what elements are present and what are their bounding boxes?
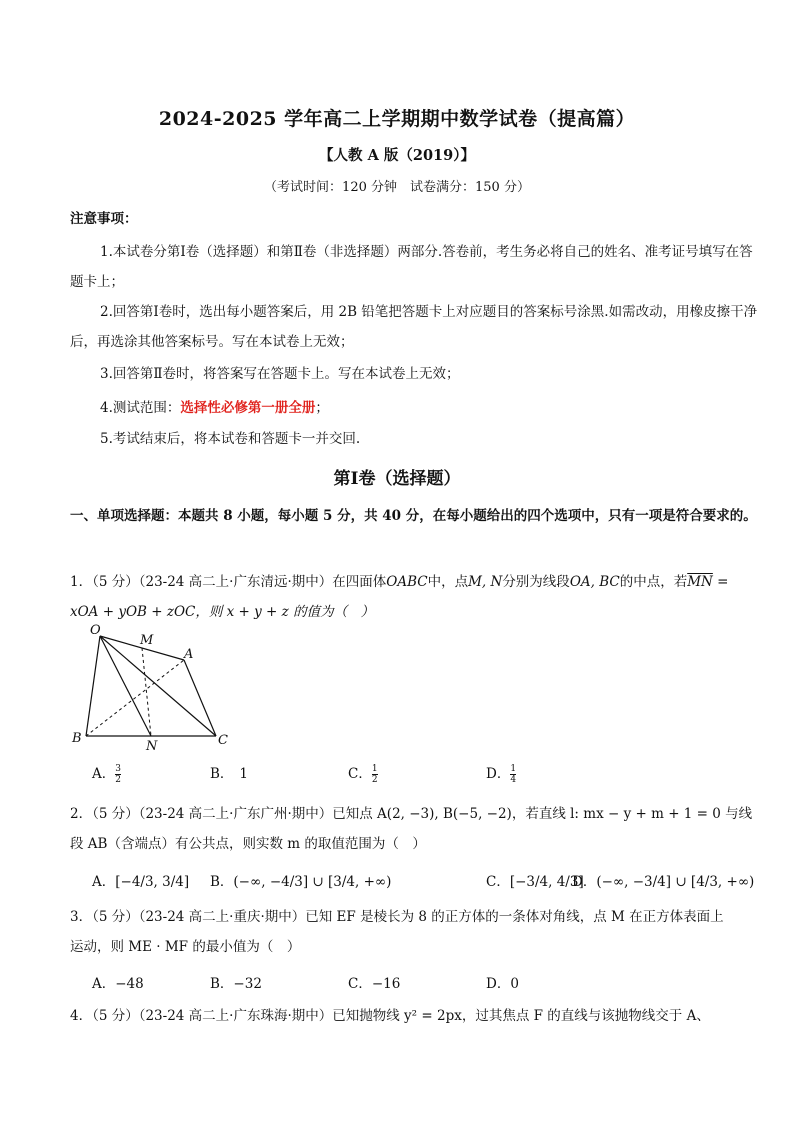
question-3: 3．（5 分）（23-24 高二上·重庆·期中）已知 EF 是棱长为 8 的正方体的一条体对角线，点 M 在正方体表面上 运动，则 ME · MF 的最小值为（ ）	[70, 909, 724, 955]
label-O: O	[90, 623, 101, 638]
notice-item-2: 2.回答第Ⅰ卷时，选出每小题答案后，用 2B 铅笔把答题卡上对应题目的答案标号涂黑.如需改动，用橡皮擦干净后，再选涂其他答案标号。写在本试卷上无效；	[70, 304, 758, 350]
label-M: M	[140, 633, 154, 648]
test-scope: 选择性必修第一册全册	[180, 400, 316, 416]
notice-item-4: 4.测试范围：选择性必修第一册全册；	[100, 400, 329, 416]
tetrahedron-figure	[70, 622, 240, 756]
label-B: B	[72, 731, 82, 746]
notice-item-1: 1.本试卷分第Ⅰ卷（选择题）和第Ⅱ卷（非选择题）两部分.答卷前，考生务必将自己的姓名、准考证号填写在答题卡上；	[70, 244, 753, 290]
label-N: N	[146, 739, 158, 752]
question-1: 1．（5 分）（23-24 高二上·广东清远·期中）在四面体OABC中，点M, N分别为线段OA, BC的中点，若$\overline{MN}$ = xOA + yOB + zOC，则 x + y + z 的值为（ ）	[70, 574, 729, 620]
q2-option-c[interactable]: C．[−3/4, 4/3]	[486, 874, 584, 890]
part-heading: 一、单项选择题：本题共 8 小题，每小题 5 分，共 40 分，在每小题给出的四个选项中，只有一项是符合要求的。	[70, 508, 757, 524]
q1-option-a[interactable]: A． $\frac{3}{2}$	[92, 764, 121, 785]
q1-option-d[interactable]: D． $\frac{1}{4}$	[486, 764, 517, 785]
label-A: A	[184, 647, 194, 662]
q2-option-a[interactable]: A．[−4/3, 3/4]	[92, 874, 190, 890]
q2-option-d[interactable]: D．(−∞, −3/4] ∪ [4/3, +∞)	[572, 874, 755, 890]
q2-option-b[interactable]: B．(−∞, −4/3] ∪ [3/4, +∞)	[210, 874, 392, 890]
label-C: C	[218, 733, 228, 748]
edition-label: 【人教 A 版（2019）】	[319, 147, 475, 164]
exam-time-info: （考试时间：120 分钟 试卷满分：150 分）	[264, 180, 530, 195]
q3-option-c[interactable]: C．−16	[348, 976, 401, 992]
notice-heading: 注意事项：	[70, 211, 138, 227]
notice-item-3: 3.回答第Ⅱ卷时，将答案写在答题卡上。写在本试卷上无效；	[100, 366, 460, 382]
q3-option-b[interactable]: B．−32	[210, 976, 262, 992]
question-4: 4．（5 分）（23-24 高二上·广东珠海·期中）已知抛物线 y² = 2px，过其焦点 F 的直线与该抛物线交于 A、	[70, 1008, 710, 1024]
q3-option-a[interactable]: A．−48	[92, 976, 144, 992]
q3-option-d[interactable]: D．0	[486, 976, 519, 992]
question-2: 2．（5 分）（23-24 高二上·广东广州·期中）已知点 A(2, −3), B(−5, −2)，若直线 l: mx − y + m + 1 = 0 与线 段 AB（含端点）有公共点，则实数 m 的取值范围为（ ）	[70, 806, 753, 852]
q1-option-b[interactable]: B． 1	[210, 766, 249, 782]
exam-title: 2024-2025 学年高二上学期期中数学试卷（提高篇）	[158, 108, 636, 130]
q1-option-c[interactable]: C． $\frac{1}{2}$	[348, 764, 378, 785]
section-title: 第Ⅰ卷（选择题）	[333, 469, 461, 489]
notice-item-5: 5.考试结束后，将本试卷和答题卡一并交回.	[100, 431, 361, 447]
